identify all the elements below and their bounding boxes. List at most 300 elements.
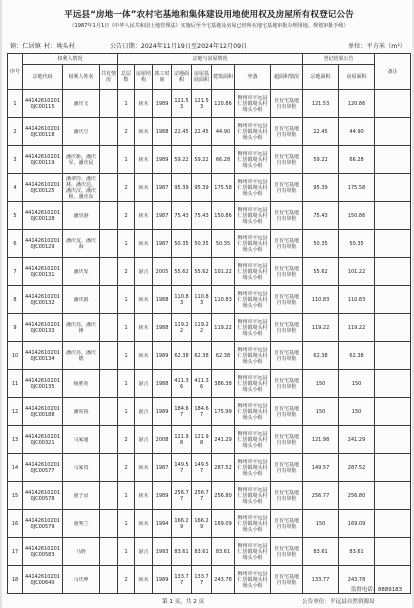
cell-no — [8, 314, 23, 342]
cell-land-area — [172, 90, 192, 118]
cell-no — [8, 118, 23, 146]
cell-text: 120.86 — [214, 100, 232, 107]
supervision-phone: 监督电话：8889183 — [351, 587, 402, 593]
cell-text: 75.43 — [174, 212, 189, 219]
cell-text: 14 — [11, 464, 19, 471]
cell-no — [8, 90, 23, 118]
cell-year — [153, 482, 172, 510]
table-row — [8, 118, 411, 146]
cell-text: 马家贵 — [73, 464, 89, 471]
cell-text: 441426102010JC00577 — [25, 461, 60, 474]
header-structure: 房屋结构 — [135, 65, 153, 90]
cell-text: 梅州市平远县仁居镇坳头村坳头小组 — [237, 234, 268, 253]
cell-structure — [135, 90, 153, 118]
cell-structure — [135, 398, 153, 426]
cell-location — [235, 454, 271, 482]
cell-text: 62.38 — [313, 352, 328, 359]
cell-reg-land — [303, 538, 339, 566]
cell-structure — [135, 566, 153, 594]
cell-text: 83.61 — [215, 548, 231, 555]
cell-note — [375, 454, 411, 482]
cell-reg-house — [339, 482, 375, 510]
cell-structure — [135, 510, 153, 538]
cell-text: 59.22 — [313, 156, 328, 163]
cell-text: 18 — [11, 576, 19, 583]
cell-text: 59.22 — [194, 156, 209, 163]
cell-reg-land — [303, 370, 339, 398]
cell-no — [8, 342, 23, 370]
cell-text: 砖木 — [138, 324, 149, 331]
page-number: 第 1 页，共 2 页 — [162, 599, 205, 605]
cell-floor-area — [212, 118, 235, 146]
cell-text: 441426102010JC00578 — [25, 489, 60, 502]
cell-text: 砖木 — [138, 352, 149, 359]
cell-structure — [135, 342, 153, 370]
cell-floors — [118, 566, 135, 594]
cell-text: 潘庆亮、潘庆德 — [65, 349, 96, 362]
cell-text: 马胜 — [75, 548, 86, 555]
cell-land-area — [172, 230, 192, 258]
cell-location — [235, 258, 271, 286]
cell-code — [23, 538, 63, 566]
cell-text: 101.22 — [214, 268, 232, 275]
cell-status — [271, 174, 303, 202]
cell-text: 砖木 — [138, 100, 149, 107]
cell-note — [375, 342, 411, 370]
cell-no — [8, 538, 23, 566]
cell-text: 119.22 — [214, 324, 232, 331]
cell-note — [375, 398, 411, 426]
cell-text: 8 — [13, 296, 17, 303]
cell-text: 自有宅基地 自有审批 — [274, 181, 300, 194]
table-header — [8, 54, 411, 90]
cell-text: 83.61 — [174, 548, 189, 555]
cell-text: 1 — [124, 240, 128, 247]
cell-shared — [100, 202, 118, 230]
cell-text: 1989 — [155, 576, 169, 583]
cell-floor-area — [212, 454, 235, 482]
cell-text: 241.29 — [214, 436, 232, 443]
cell-no — [8, 258, 23, 286]
cell-reg-house — [339, 230, 375, 258]
cell-text: 梅州市平远县仁居镇坳头村坳头小组 — [237, 430, 268, 449]
cell-text: 自有宅基地 自有审批 — [274, 545, 300, 558]
cell-text: 83.61 — [349, 548, 364, 555]
cell-text: 混合 — [138, 548, 149, 555]
cell-year — [153, 258, 172, 286]
cell-floor-area — [212, 146, 235, 174]
cell-text: 1 — [124, 352, 128, 359]
cell-text: 1 — [124, 548, 128, 555]
cell-text: 潘庆文 — [73, 100, 89, 107]
cell-reg-land — [303, 118, 339, 146]
cell-reg-land — [303, 510, 339, 538]
cell-text: 梅州市平远县仁居镇坳头村坳头小组 — [237, 290, 268, 309]
cell-reg-land — [303, 146, 339, 174]
cell-text: 169.09 — [214, 520, 232, 527]
cell-text: 1 — [124, 296, 128, 303]
cell-shared — [100, 426, 118, 454]
cell-floors — [118, 258, 135, 286]
cell-text: 梅州市平远县仁居镇坳头村坳头小组 — [237, 178, 268, 197]
cell-text: 砖木 — [138, 464, 149, 471]
cell-location — [235, 286, 271, 314]
cell-location — [235, 146, 271, 174]
cell-text: 149.57 — [174, 461, 189, 474]
cell-text: 95.39 — [194, 184, 209, 191]
notice-title: 平远县“房地一体”农村宅基地和集体建设用地使用权及房屋所有权登记公告 — [64, 10, 354, 20]
cell-text: 16 — [11, 520, 19, 527]
cell-base-area — [192, 510, 212, 538]
cell-text: 11 — [11, 380, 19, 387]
header-floors: 总层数 — [118, 65, 135, 90]
cell-owner — [63, 314, 100, 342]
cell-text: 44.90 — [215, 128, 231, 135]
cell-text: 7 — [13, 268, 17, 275]
cell-text: 梅州市平远县仁居镇坳头村坳头小组 — [237, 514, 268, 533]
cell-no — [8, 510, 23, 538]
cell-floors — [118, 510, 135, 538]
cell-text: 自有宅基地 自有审批 — [274, 97, 300, 110]
cell-text: 自有宅基地 自有审批 — [274, 377, 300, 390]
cell-text: 175.58 — [347, 184, 366, 191]
cell-base-area — [192, 286, 212, 314]
notice-date: 公告日期：2024年11月19日至2024年12月09日 — [110, 43, 248, 50]
cell-text: 砖木 — [138, 240, 149, 247]
cell-land-area — [172, 426, 192, 454]
cell-floor-area — [212, 426, 235, 454]
cell-floors — [118, 230, 135, 258]
cell-text: 自有宅基地 自有审批 — [274, 293, 300, 306]
cell-text: 砖木 — [138, 492, 149, 499]
cell-text: 1 — [124, 324, 128, 331]
cell-floors — [118, 482, 135, 510]
cell-floors — [118, 454, 135, 482]
cell-text: 9 — [13, 324, 17, 331]
cell-shared — [100, 174, 118, 202]
cell-location — [235, 398, 271, 426]
cell-text: 潘崇港 — [73, 212, 89, 219]
village-label: 村：坳头村 — [44, 43, 75, 50]
cell-text: 自有宅基地 自有审批 — [274, 209, 300, 222]
table-row — [8, 370, 411, 398]
registration-table — [7, 53, 411, 594]
cell-year — [153, 510, 172, 538]
table-row — [8, 538, 411, 566]
cell-code — [23, 202, 63, 230]
cell-reg-land — [303, 314, 339, 342]
cell-shared — [100, 118, 118, 146]
cell-text: 150 — [315, 408, 326, 415]
cell-floors — [118, 90, 135, 118]
cell-status — [271, 314, 303, 342]
cell-text: 22.45 — [313, 128, 328, 135]
cell-land-area — [172, 258, 192, 286]
header-location: 坐落 — [235, 65, 271, 90]
cell-text: 童子贞 — [73, 492, 89, 499]
cell-owner — [63, 146, 100, 174]
cell-year — [153, 538, 172, 566]
cell-text: 1 — [13, 100, 17, 107]
cell-text: 梅州市平远县仁居镇坳头村坳头小组 — [237, 570, 268, 589]
cell-text: 砖木 — [138, 296, 149, 303]
table-row — [8, 314, 411, 342]
table-row — [8, 286, 411, 314]
cell-text: 83.61 — [313, 548, 328, 555]
cell-land-area — [172, 482, 192, 510]
cell-year — [153, 370, 172, 398]
cell-text: 441426102010JC00133 — [25, 321, 60, 334]
cell-text: 121.53 — [194, 97, 209, 110]
cell-structure — [135, 482, 153, 510]
cell-text: 1989 — [155, 100, 169, 107]
cell-text: 441426102010JC00579 — [25, 517, 60, 530]
cell-structure — [135, 454, 153, 482]
cell-text: 自有宅基地 自有审批 — [274, 125, 300, 138]
cell-land-area — [172, 286, 192, 314]
cell-text: 110.83 — [214, 296, 232, 303]
cell-base-area — [192, 370, 212, 398]
cell-year — [153, 566, 172, 594]
cell-location — [235, 314, 271, 342]
cell-shared — [100, 538, 118, 566]
cell-structure — [135, 174, 153, 202]
cell-text: 自有宅基地 自有审批 — [274, 517, 300, 530]
cell-text: 砖木 — [138, 576, 149, 583]
cell-text: 4 — [13, 184, 17, 191]
cell-base-area — [192, 566, 212, 594]
cell-note — [375, 510, 411, 538]
cell-reg-land — [303, 454, 339, 482]
cell-text: 5 — [13, 212, 17, 219]
cell-text: 砖木 — [138, 212, 149, 219]
cell-reg-land — [303, 258, 339, 286]
cell-text: 150.86 — [214, 212, 232, 219]
cell-location — [235, 510, 271, 538]
cell-shared — [100, 258, 118, 286]
cell-text: 混合 — [138, 380, 149, 387]
cell-text: 411.36 — [174, 377, 189, 390]
header-status: 超面积情况 — [271, 65, 303, 90]
cell-owner — [63, 90, 100, 118]
cell-text: 2 — [13, 128, 17, 135]
cell-reg-house — [339, 454, 375, 482]
cell-owner — [63, 482, 100, 510]
cell-location — [235, 538, 271, 566]
cell-text: 441426102010JC00132 — [25, 293, 60, 306]
cell-floors — [118, 174, 135, 202]
cell-text: 441426102010JC00134 — [25, 349, 60, 362]
cell-text: 243.78 — [214, 576, 232, 583]
cell-owner — [63, 454, 100, 482]
cell-status — [271, 258, 303, 286]
cell-text: 75.43 — [313, 212, 328, 219]
cell-text: 1 — [124, 520, 128, 527]
cell-status — [271, 118, 303, 146]
cell-location — [235, 118, 271, 146]
cell-land-area — [172, 174, 192, 202]
cell-shared — [100, 566, 118, 594]
cell-note — [375, 146, 411, 174]
cell-note — [375, 258, 411, 286]
cell-structure — [135, 370, 153, 398]
cell-year — [153, 202, 172, 230]
cell-text: 1987 — [155, 184, 169, 191]
cell-text: 133.77 — [311, 576, 330, 583]
cell-no — [8, 202, 23, 230]
cell-text: 2005 — [155, 268, 169, 275]
cell-floors — [118, 146, 135, 174]
cell-no — [8, 230, 23, 258]
cell-reg-land — [303, 202, 339, 230]
cell-text: 梅州市平远县仁居镇坳头村坳头小组 — [237, 458, 268, 477]
cell-status — [271, 398, 303, 426]
cell-owner — [63, 118, 100, 146]
cell-note — [375, 482, 411, 510]
cell-text: 1987 — [155, 464, 169, 471]
cell-code — [23, 510, 63, 538]
cell-owner — [63, 174, 100, 202]
cell-text: 2 — [124, 576, 128, 583]
cell-text: 149.57 — [194, 461, 209, 474]
cell-reg-land — [303, 230, 339, 258]
cell-text: 梅州市平远县仁居镇坳头村坳头小组 — [237, 374, 268, 393]
cell-structure — [135, 230, 153, 258]
town-label: 镇：仁居镇 — [10, 43, 41, 50]
cell-text: 2 — [124, 464, 128, 471]
cell-base-area — [192, 538, 212, 566]
header-parcel-group: 宗地与房屋情况 — [118, 54, 303, 65]
cell-status — [271, 538, 303, 566]
table-row — [8, 398, 411, 426]
cell-floors — [118, 398, 135, 426]
cell-floor-area — [212, 174, 235, 202]
cell-text: 潘翠玲、潘庆林、潘庆达、潘庆汉、潘庆和、潘庆东 — [65, 175, 96, 200]
cell-floors — [118, 118, 135, 146]
cell-shared — [100, 230, 118, 258]
cell-base-area — [192, 118, 212, 146]
cell-status — [271, 482, 303, 510]
cell-text: 150.86 — [347, 212, 366, 219]
cell-text: 411.36 — [194, 377, 209, 390]
cell-text: 121.53 — [311, 100, 330, 107]
cell-year — [153, 286, 172, 314]
cell-text: 50.35 — [194, 240, 209, 247]
cell-text: 1989 — [155, 352, 169, 359]
header-no: 序号 — [8, 54, 23, 90]
cell-no — [8, 454, 23, 482]
cell-floor-area — [212, 202, 235, 230]
cell-text: 自有宅基地 自有审批 — [274, 321, 300, 334]
cell-base-area — [192, 230, 212, 258]
cell-text: 1987 — [155, 212, 169, 219]
cell-text: 110.83 — [194, 293, 209, 306]
cell-structure — [135, 538, 153, 566]
cell-text: 441426102010JC00583 — [25, 545, 60, 558]
cell-reg-land — [303, 398, 339, 426]
cell-no — [8, 370, 23, 398]
cell-base-area — [192, 174, 212, 202]
cell-text: 1989 — [155, 492, 169, 499]
cell-text: 自有宅基地 自有审批 — [274, 265, 300, 278]
cell-floor-area — [212, 482, 235, 510]
cell-reg-house — [339, 118, 375, 146]
cell-note — [375, 118, 411, 146]
cell-text: 自有宅基地 自有审批 — [274, 433, 300, 446]
cell-text: 自有宅基地 自有审批 — [274, 461, 300, 474]
cell-status — [271, 286, 303, 314]
cell-text: 潘庆豆 — [73, 128, 89, 135]
cell-text: 砖木 — [138, 156, 149, 163]
cell-land-area — [172, 118, 192, 146]
cell-floors — [118, 426, 135, 454]
cell-owner — [63, 538, 100, 566]
cell-text: 62.38 — [174, 352, 189, 359]
cell-land-area — [172, 510, 192, 538]
cell-reg-house — [339, 174, 375, 202]
cell-text: 17 — [11, 548, 19, 555]
cell-text: 1 — [124, 380, 128, 387]
cell-text: 6 — [13, 240, 17, 247]
cell-text: 自有宅基地 自有审批 — [274, 237, 300, 250]
table-row — [8, 342, 411, 370]
cell-shared — [100, 510, 118, 538]
cell-text: 潘庆亮、潘庆锋 — [65, 321, 96, 334]
cell-owner — [63, 286, 100, 314]
cell-text: 110.83 — [347, 296, 366, 303]
cell-reg-house — [339, 510, 375, 538]
cell-text: 121.53 — [174, 97, 189, 110]
cell-code — [23, 566, 63, 594]
cell-structure — [135, 258, 153, 286]
header-code: 宗地代码 — [23, 65, 63, 90]
cell-year — [153, 230, 172, 258]
cell-status — [271, 426, 303, 454]
cell-text: 441426102010JC00119 — [25, 153, 60, 166]
cell-floors — [118, 314, 135, 342]
cell-year — [153, 426, 172, 454]
cell-text: 133.77 — [194, 573, 209, 586]
cell-text: 169.09 — [347, 520, 366, 527]
cell-shared — [100, 90, 118, 118]
cell-location — [235, 370, 271, 398]
cell-text: 梅州市平远县仁居镇坳头村坳头小组 — [237, 122, 268, 141]
cell-text: 潘庆新、潘庆军、潘庆民 — [65, 153, 96, 166]
cell-text: 175.99 — [214, 408, 232, 415]
header-reg-house: 房屋面积 — [339, 65, 375, 90]
cell-code — [23, 258, 63, 286]
cell-text: 自有宅基地 自有审批 — [274, 489, 300, 502]
cell-text: 2008 — [155, 436, 169, 443]
cell-text: 1988 — [155, 128, 169, 135]
cell-code — [23, 146, 63, 174]
cell-text: 50.35 — [215, 240, 231, 247]
cell-owner — [63, 258, 100, 286]
cell-location — [235, 90, 271, 118]
cell-text: 童秀兰 — [73, 520, 89, 527]
cell-code — [23, 90, 63, 118]
cell-text: 75.43 — [194, 212, 209, 219]
cell-status — [271, 566, 303, 594]
table-row — [8, 454, 411, 482]
cell-floor-area — [212, 314, 235, 342]
cell-note — [375, 174, 411, 202]
cell-location — [235, 174, 271, 202]
cell-text: 62.38 — [349, 352, 364, 359]
cell-text: 175.58 — [214, 184, 232, 191]
cell-land-area — [172, 146, 192, 174]
cell-text: 砖木 — [138, 520, 149, 527]
